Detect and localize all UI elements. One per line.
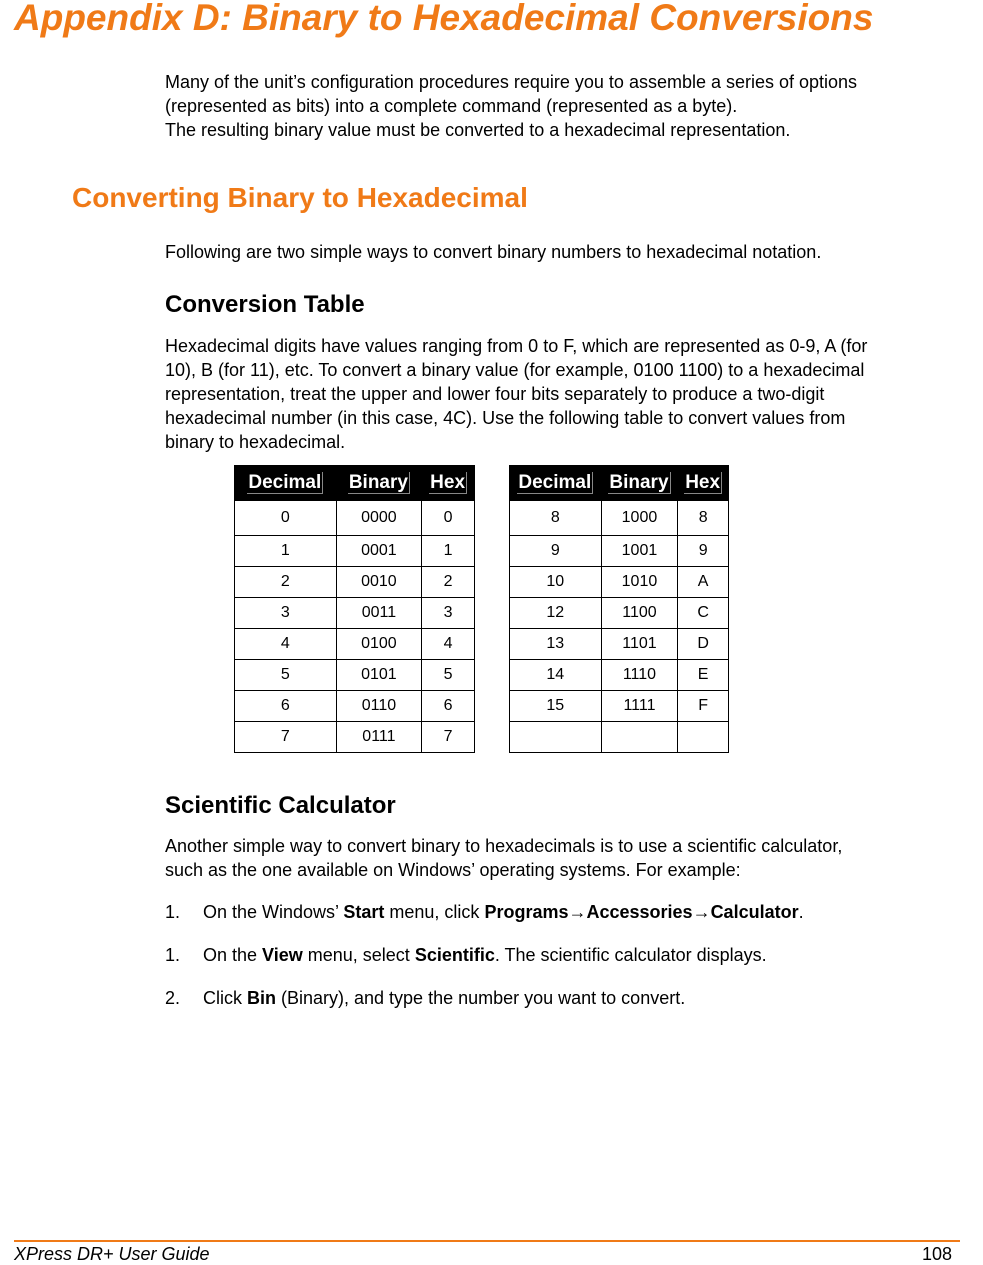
- step-item: [165, 943, 767, 967]
- header-binary: [601, 466, 678, 501]
- cell-decimal: 8: [510, 501, 602, 536]
- step-text: [203, 902, 804, 922]
- cell-binary: 1101: [601, 629, 678, 660]
- cell-decimal: 7: [235, 722, 337, 753]
- cell-decimal: 10: [510, 567, 602, 598]
- header-label: Binary: [348, 472, 408, 493]
- table-row: [510, 501, 729, 536]
- table-row: [510, 691, 729, 722]
- cell-decimal: 13: [510, 629, 602, 660]
- cell-decimal: 9: [510, 536, 602, 567]
- step-keyword: Start: [343, 902, 385, 922]
- table-row: [235, 598, 475, 629]
- cell-decimal: [510, 722, 602, 753]
- cell-hex: A: [678, 567, 729, 598]
- cell-hex: D: [678, 629, 729, 660]
- table-row: [235, 660, 475, 691]
- step-text-part: On the Windows’: [203, 902, 344, 922]
- arrow-right-icon: →: [692, 902, 711, 922]
- table-row: [510, 660, 729, 691]
- intro-line: (represented as bits) into a complete command (represented as a byte).: [165, 96, 738, 116]
- step-number: 1.: [165, 902, 181, 922]
- cell-decimal: 4: [235, 629, 337, 660]
- step-text: [203, 945, 767, 965]
- intro-paragraph: [165, 70, 983, 142]
- table-paragraph-line: Hexadecimal digits have values ranging from 0 to F, which are represented as 0-9, A (for: [165, 336, 868, 356]
- step-text-part: . The scientific calculator displays.: [494, 945, 767, 965]
- cell-binary: 0011: [336, 598, 422, 629]
- cell-binary: 0111: [336, 722, 422, 753]
- table-row: [510, 598, 729, 629]
- cell-hex: 3: [422, 598, 475, 629]
- cell-hex: [678, 722, 729, 753]
- header-label: Binary: [609, 472, 669, 493]
- cell-decimal: 14: [510, 660, 602, 691]
- arrow-right-icon: →: [568, 902, 587, 922]
- step-item: [165, 986, 685, 1010]
- step-keyword: Scientific: [414, 945, 495, 965]
- cell-decimal: 0: [235, 501, 337, 536]
- calculator-paragraph-line: such as the one available on Windows’ operating systems. For example:: [165, 860, 741, 880]
- table-paragraph-line: hexadecimal number (in this case, 4C). Use the following table to convert values from: [165, 408, 846, 428]
- cell-hex: 6: [422, 691, 475, 722]
- cell-hex: 7: [422, 722, 475, 753]
- table-row: [510, 567, 729, 598]
- step-keyword: Calculator: [710, 902, 799, 922]
- step-item: [165, 900, 804, 924]
- header-hex: [678, 466, 729, 501]
- footer-divider: [14, 1240, 960, 1242]
- cell-binary: 1001: [601, 536, 678, 567]
- header-decimal: [235, 466, 337, 501]
- table-header-row: [510, 466, 729, 501]
- cell-binary: 0100: [336, 629, 422, 660]
- header-label: Hex: [685, 472, 721, 493]
- conversion-table-right: [509, 465, 729, 753]
- table-paragraph-line: 10), B (for 11), etc. To convert a binary value (for example, 0100 1100) to a hexadecimal: [165, 360, 865, 380]
- header-label: Hex: [430, 472, 466, 493]
- step-keyword: Bin: [247, 988, 276, 1008]
- intro-line: Many of the unit’s configuration procedures require you to assemble a series of options: [165, 72, 858, 92]
- cell-decimal: 5: [235, 660, 337, 691]
- table-paragraph-line: representation, treat the upper and lower four bits separately to produce a two-digit: [165, 384, 825, 404]
- step-text-part: menu, click: [384, 902, 485, 922]
- table-header-row: [235, 466, 475, 501]
- cell-decimal: 6: [235, 691, 337, 722]
- calculator-paragraph: [165, 834, 983, 882]
- table-row: [235, 536, 475, 567]
- step-text: [203, 988, 685, 1008]
- cell-hex: E: [678, 660, 729, 691]
- cell-hex: 2: [422, 567, 475, 598]
- header-label: Decimal: [518, 472, 592, 493]
- cell-binary: 1110: [601, 660, 678, 691]
- cell-binary: 0010: [336, 567, 422, 598]
- page-number: 108: [922, 1244, 953, 1264]
- header-binary: [336, 466, 422, 501]
- cell-decimal: 2: [235, 567, 337, 598]
- table-row: [510, 722, 729, 753]
- intro-line: The resulting binary value must be converted to a hexadecimal representation.: [165, 120, 791, 140]
- calculator-heading: Scientific Calculator: [165, 792, 396, 819]
- table-heading: Conversion Table: [165, 291, 365, 318]
- cell-binary: 1000: [601, 501, 678, 536]
- cell-binary: 1010: [601, 567, 678, 598]
- cell-binary: 0110: [336, 691, 422, 722]
- step-number: 2.: [165, 988, 181, 1008]
- calculator-paragraph-line: Another simple way to convert binary to hexadecimals is to use a scientific calculator,: [165, 836, 843, 856]
- header-hex: [422, 466, 475, 501]
- cell-decimal: 3: [235, 598, 337, 629]
- section-heading: Converting Binary to Hexadecimal: [72, 182, 528, 213]
- table-paragraph-line: binary to hexadecimal.: [165, 432, 346, 452]
- cell-hex: 5: [422, 660, 475, 691]
- header-decimal: [510, 466, 602, 501]
- cell-binary: 1111: [601, 691, 678, 722]
- table-row: [510, 536, 729, 567]
- footer-guide-title: XPress DR+ User Guide: [14, 1244, 210, 1264]
- cell-hex: F: [678, 691, 729, 722]
- table-row: [510, 629, 729, 660]
- cell-hex: 4: [422, 629, 475, 660]
- conversion-table-left: [234, 465, 475, 753]
- cell-binary: 0000: [336, 501, 422, 536]
- cell-hex: 9: [678, 536, 729, 567]
- cell-hex: 0: [422, 501, 475, 536]
- header-label: Decimal: [248, 472, 322, 493]
- cell-hex: 8: [678, 501, 729, 536]
- cell-hex: 1: [422, 536, 475, 567]
- table-paragraph: [165, 334, 983, 454]
- step-text-part: menu, select: [302, 945, 415, 965]
- step-text-part: Click: [203, 988, 247, 1008]
- cell-decimal: 15: [510, 691, 602, 722]
- step-number: 1.: [165, 945, 181, 965]
- section-intro: Following are two simple ways to convert binary numbers to hexadecimal notation.: [165, 242, 822, 262]
- step-text-part: (Binary), and type the number you want to convert.: [276, 988, 686, 1008]
- table-row: [235, 501, 475, 536]
- cell-binary: 1100: [601, 598, 678, 629]
- step-keyword: Accessories: [586, 902, 693, 922]
- cell-binary: 0101: [336, 660, 422, 691]
- cell-hex: C: [678, 598, 729, 629]
- cell-decimal: 12: [510, 598, 602, 629]
- table-row: [235, 629, 475, 660]
- page-title: Appendix D: Binary to Hexadecimal Conversions: [14, 0, 874, 38]
- step-keyword: View: [262, 945, 303, 965]
- table-row: [235, 722, 475, 753]
- cell-binary: [601, 722, 678, 753]
- cell-binary: 0001: [336, 536, 422, 567]
- table-row: [235, 567, 475, 598]
- step-keyword: Programs: [484, 902, 569, 922]
- step-text-part: On the: [203, 945, 263, 965]
- table-row: [235, 691, 475, 722]
- cell-decimal: 1: [235, 536, 337, 567]
- step-text-part: .: [798, 902, 804, 922]
